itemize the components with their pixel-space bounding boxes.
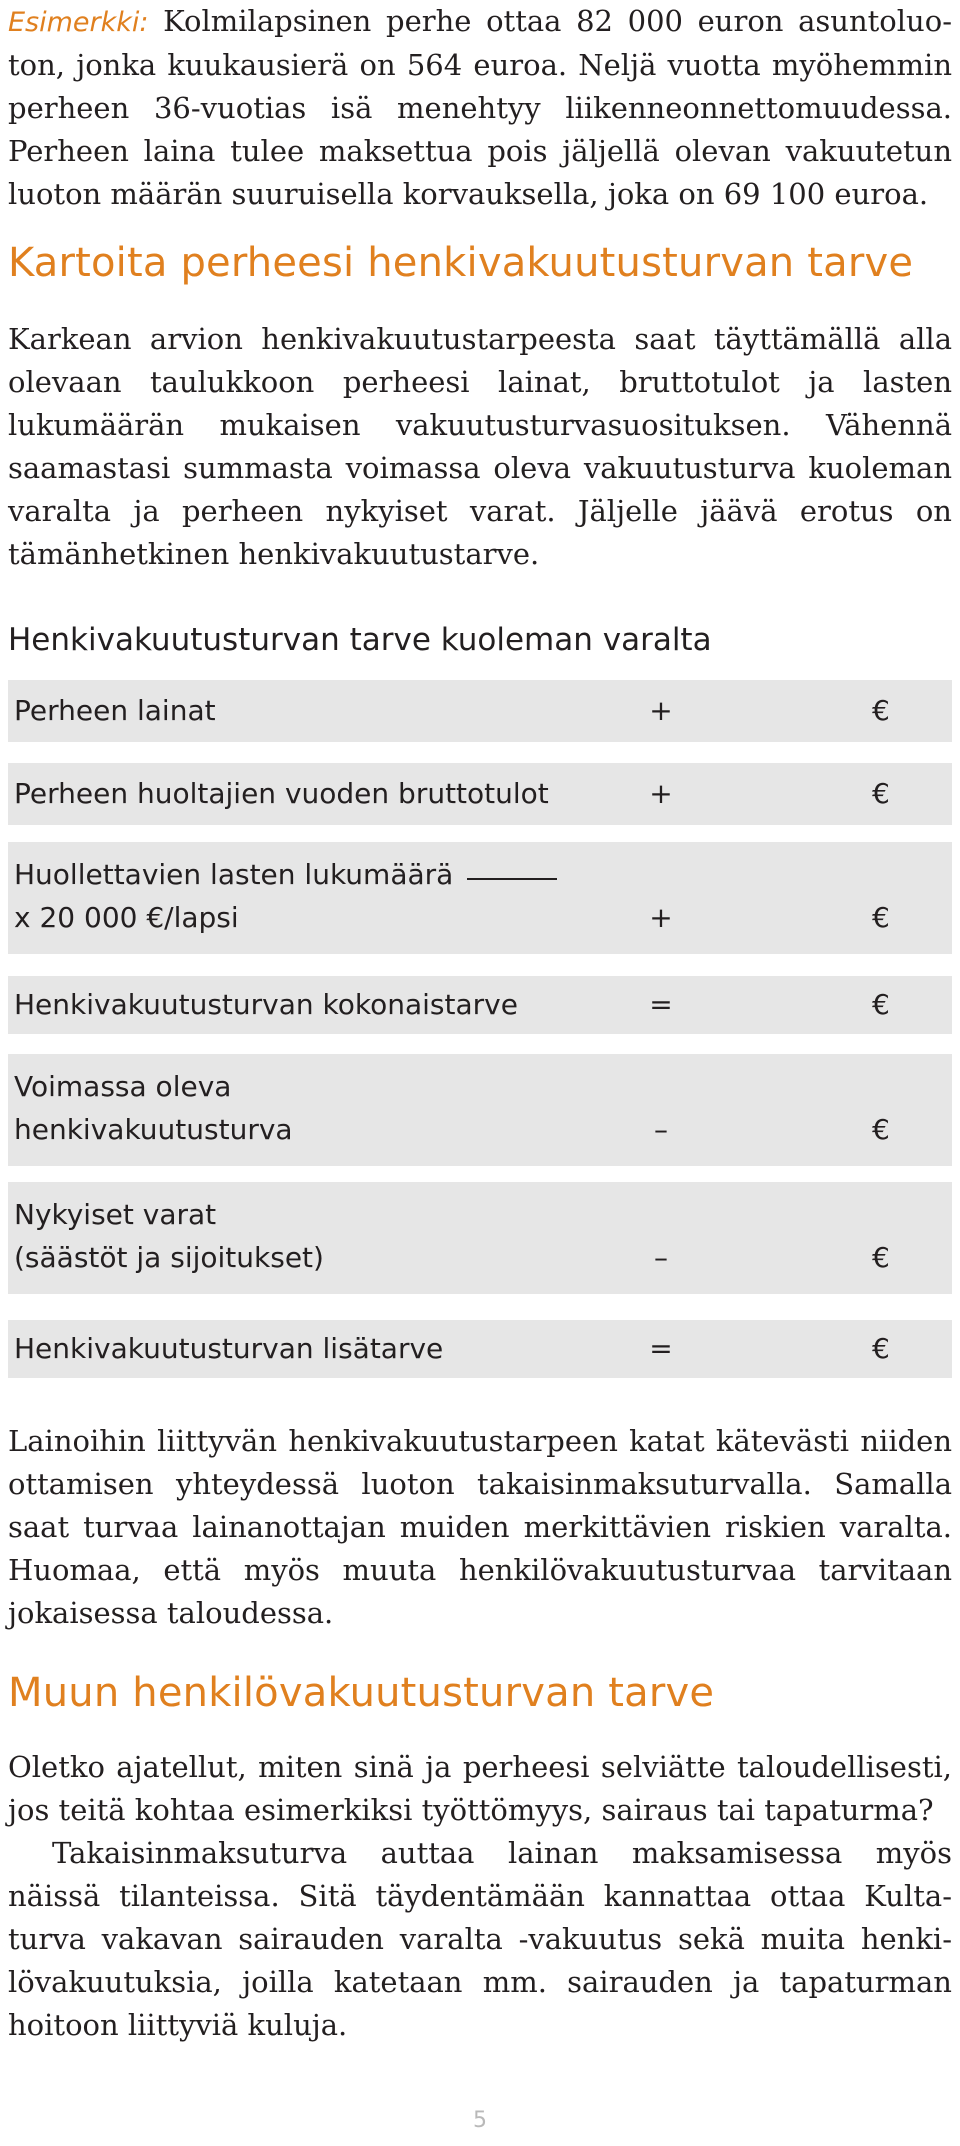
row-label: Perheen lainat [14, 694, 216, 727]
page-number: 5 [473, 2108, 487, 2133]
euro-symbol: € [872, 988, 890, 1021]
section-body-life-insurance-need: Karkean arvion henkivakuutustarpeesta saat täyttämällä alla olevaan taulukkoon perheesi lainat, bruttotulot ja lasten lukumäärän mukaisen vakuutusturvasuosituksen. Vähennä saamastasi summasta voimassa oleva vakuutusturva kuoleman varalta ja perheen nykyiset varat. Jäljelle jäävä erotus on tämänhetkinen henkivakuutustarve. [8, 322, 952, 571]
row-label-line2: henkivakuutusturva [14, 1113, 293, 1146]
row-operator: = [649, 1332, 673, 1365]
row-operator: – [654, 1241, 668, 1274]
row-label: Henkivakuutusturvan kokonaistarve [14, 988, 518, 1021]
row-label: Henkivakuutusturvan lisätarve [14, 1332, 444, 1365]
section-heading-other-insurance-need: Muun henkilövakuutusturvan tarve [8, 1670, 715, 1716]
euro-symbol: € [872, 1241, 890, 1274]
euro-symbol: € [872, 1113, 890, 1146]
table-title: Henkivakuutusturvan tarve kuoleman varalta [8, 622, 712, 658]
euro-symbol: € [872, 901, 890, 934]
table-row-total-need [8, 976, 952, 1034]
row-label: Perheen huoltajien vuoden bruttotulot [14, 777, 549, 810]
table-row-loans [8, 680, 952, 742]
table-row-gross-income [8, 763, 952, 825]
row-label-line1: Nykyiset varat [14, 1198, 217, 1231]
row-operator: + [649, 777, 673, 810]
row-operator: + [649, 901, 673, 934]
row-label-text: Huollettavien lasten lukumäärä [14, 858, 454, 891]
after-table-paragraph: Lainoihin liittyvän henkivakuutustarpeen katat kätevästi niiden ottamisen yhteydessä luoton takaisinmaksuturvalla. Samalla saat turvaa lainanottajan muiden merkittävien riskien varalta. Huomaa, että myös muuta henkilövakuutusturvaa tarvitaan jokaisessa taloudessa. [8, 1424, 952, 1630]
row-label-line1 [14, 854, 557, 896]
row-operator: + [649, 694, 673, 727]
row-label-line1: Voimassa oleva [14, 1070, 232, 1103]
children-count-blank [467, 877, 557, 880]
table-row-existing-coverage [8, 1054, 952, 1166]
table-row-children [8, 842, 952, 954]
euro-symbol: € [872, 1332, 890, 1365]
row-operator: – [654, 1113, 668, 1146]
section-heading-life-insurance-need: Kartoita perheesi henkivakuutusturvan tarve [8, 240, 914, 286]
example-paragraph [8, 0, 952, 216]
example-label: Esimerkki: [8, 7, 149, 38]
section2-paragraph-2: Takaisinmaksuturva auttaa lainan maksamisessa myös näissä tilanteissa. Sitä täydentämään kannattaa ottaa Kultaturva vakavan sairauden varalta -vakuutus sekä muita henkilövakuutuksia, joilla katetaan mm. sairauden ja tapaturman hoitoon liittyviä kuluja. [8, 1836, 952, 2042]
euro-symbol: € [872, 777, 890, 810]
row-label-line2: x 20 000 €/lapsi [14, 901, 239, 934]
table-row-current-assets [8, 1182, 952, 1294]
euro-symbol: € [872, 694, 890, 727]
table-row-additional-need [8, 1320, 952, 1378]
row-operator: = [649, 988, 673, 1021]
section2-paragraph-1: Oletko ajatellut, miten sinä ja perheesi selviätte taloudellisesti, jos teitä kohtaa esimerkiksi työttömyys, sairaus tai tapaturma? [8, 1750, 952, 1827]
row-label-line2: (säästöt ja sijoitukset) [14, 1241, 324, 1274]
example-text: Kolmilapsinen perhe ottaa 82 000 euron asuntoluoton, jonka kuukausierä on 564 euroa. Neljä vuotta myöhemmin perheen 36-vuotias isä menehtyy liikenneonnettomuudessa. Perheen laina tulee maksettua pois jäljellä olevan vakuutetun luoton määrän suuruisella korvauksella, joka on 69 100 euroa. [8, 4, 952, 211]
